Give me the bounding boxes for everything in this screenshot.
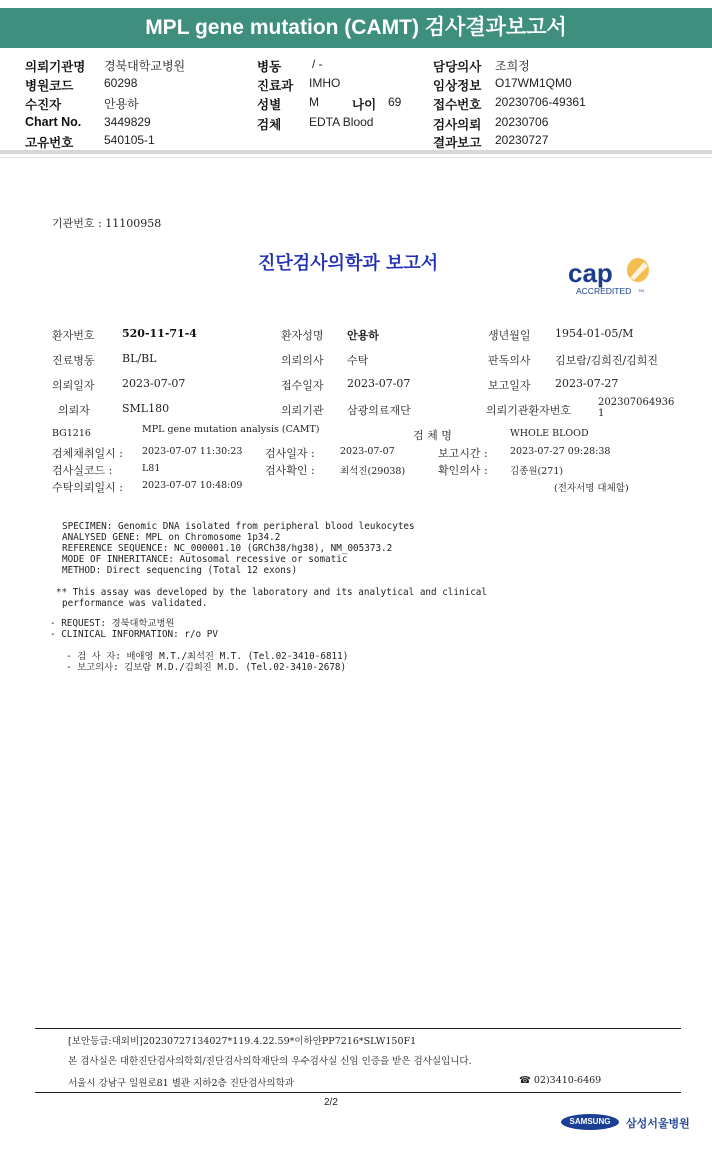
header-label: 의뢰기관명 [25, 60, 86, 74]
request-info [50, 618, 218, 640]
hospital-logo-text: 삼성서울병원 [626, 1117, 690, 1130]
header-value: EDTA Blood [309, 115, 374, 129]
specimen-details [62, 521, 415, 576]
header-value: 540105-1 [104, 133, 155, 147]
patient-value: 삼광의료재단 [347, 404, 411, 417]
header-label: 검사의뢰 [433, 118, 482, 132]
header-label: 진료과 [257, 79, 294, 93]
certification-note: 본 검사실은 대한진단검사의학회/진단검사의학재단의 우수검사실 신임 인증을 받은 검사실입니다. [68, 1056, 472, 1067]
patient-label: 생년월일 [488, 329, 531, 342]
footer-divider-bottom [35, 1092, 681, 1093]
header-value: 3449829 [104, 115, 151, 129]
cap-logo-tm: TM [638, 288, 644, 293]
patient-value: BL/BL [122, 352, 157, 365]
header-label: 고유번호 [25, 136, 74, 150]
samsung-logo: SAMSUNG [561, 1114, 619, 1130]
patient-label: 의뢰기관 [281, 404, 324, 417]
patient-value: 2023-07-07 [347, 377, 411, 390]
request-line: - CLINICAL INFORMATION: r/o PV [50, 629, 218, 640]
institution-number: 기관번호 : 11100958 [52, 217, 162, 230]
specimen-label: 검 체 명 [413, 429, 452, 442]
patient-value: 202307064936 [598, 397, 675, 408]
header-label: 담당의사 [433, 60, 482, 74]
detail-line: METHOD: Direct sequencing (Total 12 exons) [62, 565, 298, 576]
staff-line: - 보고의사: 김보람 M.D./김희진 M.D. (Tel.02-3410-2678) [66, 662, 347, 673]
confirm-doctor-value: 김종원(271) [510, 466, 564, 477]
report-time-value: 2023-07-27 09:28:38 [510, 446, 611, 457]
report-time-label: 보고시간 : [438, 447, 488, 460]
confirm-value: 최석진(29038) [340, 466, 406, 477]
header-divider [0, 150, 712, 154]
footer-divider [35, 1028, 681, 1029]
test-name: MPL gene mutation analysis (CAMT) [142, 424, 320, 435]
patient-label: 환자번호 [52, 329, 95, 342]
patient-value: SML180 [122, 402, 170, 415]
receive-label: 수탁의뢰일시 : [52, 481, 123, 494]
header-label: 병원코드 [25, 79, 74, 93]
patient-label: 의뢰자 [58, 404, 90, 417]
header-value: / - [312, 57, 323, 71]
detail-line: REFERENCE SEQUENCE: NC_000001.10 (GRCh38/hg38), NM_005373.2 [62, 543, 393, 554]
patient-value: 김보람/김희진/김희진 [555, 354, 659, 367]
patient-value: 안용하 [347, 329, 379, 342]
esign-note: (전자서명 대체함) [554, 483, 629, 494]
header-value: M [309, 95, 319, 109]
page-number: 2/2 [324, 1097, 338, 1108]
patient-value-continued: 1 [598, 408, 605, 419]
header-value: O17WM1QM0 [495, 76, 572, 90]
staff-line: - 검 사 자: 배애영 M.T./최석진 M.T. (Tel.02-3410-6811) [66, 651, 349, 662]
age-value: 69 [388, 95, 402, 109]
security-line: [보안등급:대외비]20230727134027*119.4.22.59*이하얀PP7216*SLW150F1 [68, 1036, 417, 1047]
report-banner-title: MPL gene mutation (CAMT) 검사결과보고서 [0, 8, 712, 48]
header-label: 결과보고 [433, 136, 482, 150]
lab-phone: ☎ 02)3410-6469 [519, 1075, 602, 1086]
staff-info [66, 651, 348, 673]
test-code: BG1216 [52, 428, 91, 439]
header-value: 조희정 [495, 59, 530, 73]
patient-value: 520-11-71-4 [122, 327, 197, 340]
collect-label: 검체채취일시 : [52, 447, 123, 460]
patient-label: 보고일자 [488, 379, 531, 392]
detail-line: ANALYSED GENE: MPL on Chromosome 1p34.2 [62, 532, 281, 543]
header-value: IMHO [309, 76, 341, 90]
confirm-label: 검사확인 : [265, 464, 315, 477]
patient-label: 접수일자 [281, 379, 324, 392]
lab-address: 서울시 강남구 일원로81 별관 지하2층 진단검사의학과 [68, 1078, 294, 1089]
lab-code-value: L81 [142, 463, 161, 474]
cap-logo-subtext: ACCREDITED [576, 286, 632, 296]
patient-value: 2023-07-27 [555, 377, 619, 390]
collect-value: 2023-07-07 11:30:23 [142, 446, 243, 457]
confirm-doctor-label: 확인의사 : [438, 464, 488, 477]
patient-label: 진료병동 [52, 354, 95, 367]
lab-code-label: 검사실코드 : [52, 464, 113, 477]
header-value: 안용하 [104, 97, 139, 111]
patient-label: 의뢰의사 [281, 354, 324, 367]
patient-value: 수탁 [347, 354, 369, 367]
report-title: 진단검사의학과 보고서 [258, 253, 439, 274]
header-value: 20230706 [495, 115, 549, 129]
header-value: 60298 [104, 76, 138, 90]
exam-date-value: 2023-07-07 [340, 446, 395, 457]
request-line: - REQUEST: 경북대학교병원 [50, 618, 175, 629]
header-value: 20230727 [495, 133, 549, 147]
header-divider-thin [0, 157, 712, 158]
assay-note [56, 587, 487, 609]
header-label: 검체 [257, 118, 282, 132]
cap-accredited-logo [566, 256, 658, 300]
receive-value: 2023-07-07 10:48:09 [142, 480, 243, 491]
assay-note-line: ** This assay was developed by the laboratory and its analytical and clinical [56, 587, 487, 598]
patient-label: 의뢰일자 [52, 379, 95, 392]
detail-line: SPECIMEN: Genomic DNA isolated from peripheral blood leukocytes [62, 521, 415, 532]
header-value: 20230706-49361 [495, 95, 586, 109]
header-label: 성별 [257, 98, 282, 112]
specimen-value: WHOLE BLOOD [510, 428, 589, 439]
header-label: 임상정보 [433, 79, 482, 93]
patient-label: 판독의사 [488, 354, 531, 367]
header-value: 경북대학교병원 [104, 59, 186, 73]
detail-line: MODE OF INHERITANCE: Autosomal recessive or somatic [62, 554, 348, 565]
patient-value: 1954-01-05/M [555, 327, 634, 340]
exam-date-label: 검사일자 : [265, 447, 315, 460]
cap-logo-text: cap [568, 258, 613, 288]
header-label: 수진자 [25, 98, 62, 112]
patient-label: 환자성명 [281, 329, 324, 342]
age-label: 나이 [352, 98, 377, 112]
header-label: 접수번호 [433, 98, 482, 112]
assay-note-line: performance was validated. [62, 598, 208, 609]
header-label: Chart No. [25, 115, 82, 129]
patient-value: 2023-07-07 [122, 377, 186, 390]
patient-label: 의뢰기관환자번호 [486, 404, 572, 417]
header-label: 병동 [257, 60, 282, 74]
